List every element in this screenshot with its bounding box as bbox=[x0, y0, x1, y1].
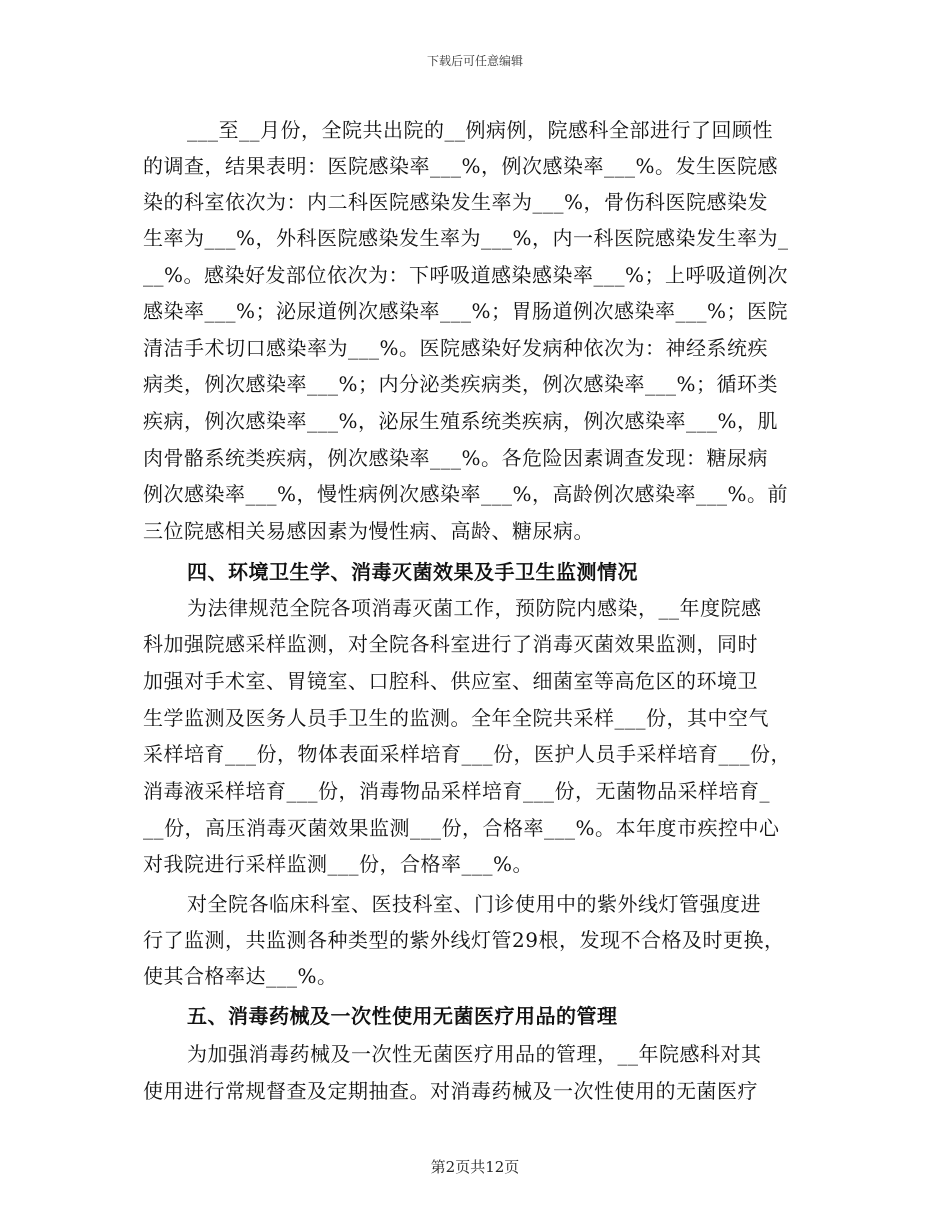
text-line: 消毒液采样培育___份，消毒物品采样培育___份，无菌物品采样培育_ bbox=[143, 779, 770, 803]
text-line: 为加强消毒药械及一次性无菌医疗用品的管理，__年院感科对其 bbox=[187, 1042, 762, 1066]
text-line: 使用进行常规督查及定期抽查。对消毒药械及一次性使用的无菌医疗 bbox=[143, 1079, 758, 1103]
text-line: 感染率___%；泌尿道例次感染率___%；胃肠道例次感染率___%；医院 bbox=[143, 299, 789, 323]
page-header: 下载后可任意编辑 bbox=[426, 54, 523, 68]
text-line: 生学监测及医务人员手卫生的监测。全年全院共采样___份，其中空气 bbox=[143, 706, 769, 730]
text-line: 病类，例次感染率___%；内分泌类疾病类，例次感染率___%；循环类 bbox=[143, 372, 779, 396]
text-line: ___至__月份，全院共出院的__例病例，院感科全部进行了回顾性 bbox=[187, 118, 773, 142]
text-line: 例次感染率___%，慢性病例次感染率___%，高龄例次感染率___%。前 bbox=[143, 482, 789, 506]
text-line: 三位院感相关易感因素为慢性病、高龄、糖尿病。 bbox=[143, 519, 594, 543]
text-line: 使其合格率达___%。 bbox=[143, 964, 338, 988]
text-line: 为法律规范全院各项消毒灭菌工作，预防院内感染，__年度院感 bbox=[187, 596, 762, 620]
section-heading: 五、消毒药械及一次性使用无菌医疗用品的管理 bbox=[187, 1004, 618, 1028]
text-line: 加强对手术室、胃镜室、口腔科、供应室、细菌室等高危区的环境卫 bbox=[143, 669, 758, 693]
text-line: 染的科室依次为：内二科医院感染发生率为___%，骨伤科医院感染发 bbox=[143, 190, 769, 214]
text-line: 科加强院感采样监测，对全院各科室进行了消毒灭菌效果监测，同时 bbox=[143, 632, 758, 656]
text-line: 清洁手术切口感染率为___%。医院感染好发病种依次为：神经系统疾 bbox=[143, 336, 769, 360]
text-line: __%。感染好发部位依次为：下呼吸道感染感染率___%；上呼吸道例次 bbox=[143, 263, 789, 287]
section-heading: 四、环境卫生学、消毒灭菌效果及手卫生监测情况 bbox=[187, 560, 638, 584]
text-line: 生率为___%，外科医院感染发生率为___%，内一科医院感染发生率为_ bbox=[143, 226, 789, 250]
text-line: 疾病，例次感染率___%，泌尿生殖系统类疾病，例次感染率___%，肌 bbox=[143, 409, 779, 433]
text-line: __份，高压消毒灭菌效果监测___份，合格率___%。本年度市疾控中心 bbox=[143, 816, 780, 840]
text-line: 的调查，结果表明：医院感染率___%，例次感染率___%。发生医院感 bbox=[143, 154, 779, 178]
text-line: 肉骨骼系统类疾病，例次感染率___%。各危险因素调查发现：糖尿病 bbox=[143, 446, 769, 470]
text-line: 行了监测，共监测各种类型的紫外线灯管29根，发现不合格及时更换， bbox=[143, 928, 785, 952]
page-footer: 第2页共12页 bbox=[430, 1158, 520, 1176]
text-line: 采样培育___份，物体表面采样培育___份，医护人员手采样培育___份， bbox=[143, 742, 791, 766]
text-line: 对全院各临床科室、医技科室、门诊使用中的紫外线灯管强度进 bbox=[187, 892, 761, 916]
text-line: 对我院进行采样监测___份，合格率___%。 bbox=[143, 852, 534, 876]
